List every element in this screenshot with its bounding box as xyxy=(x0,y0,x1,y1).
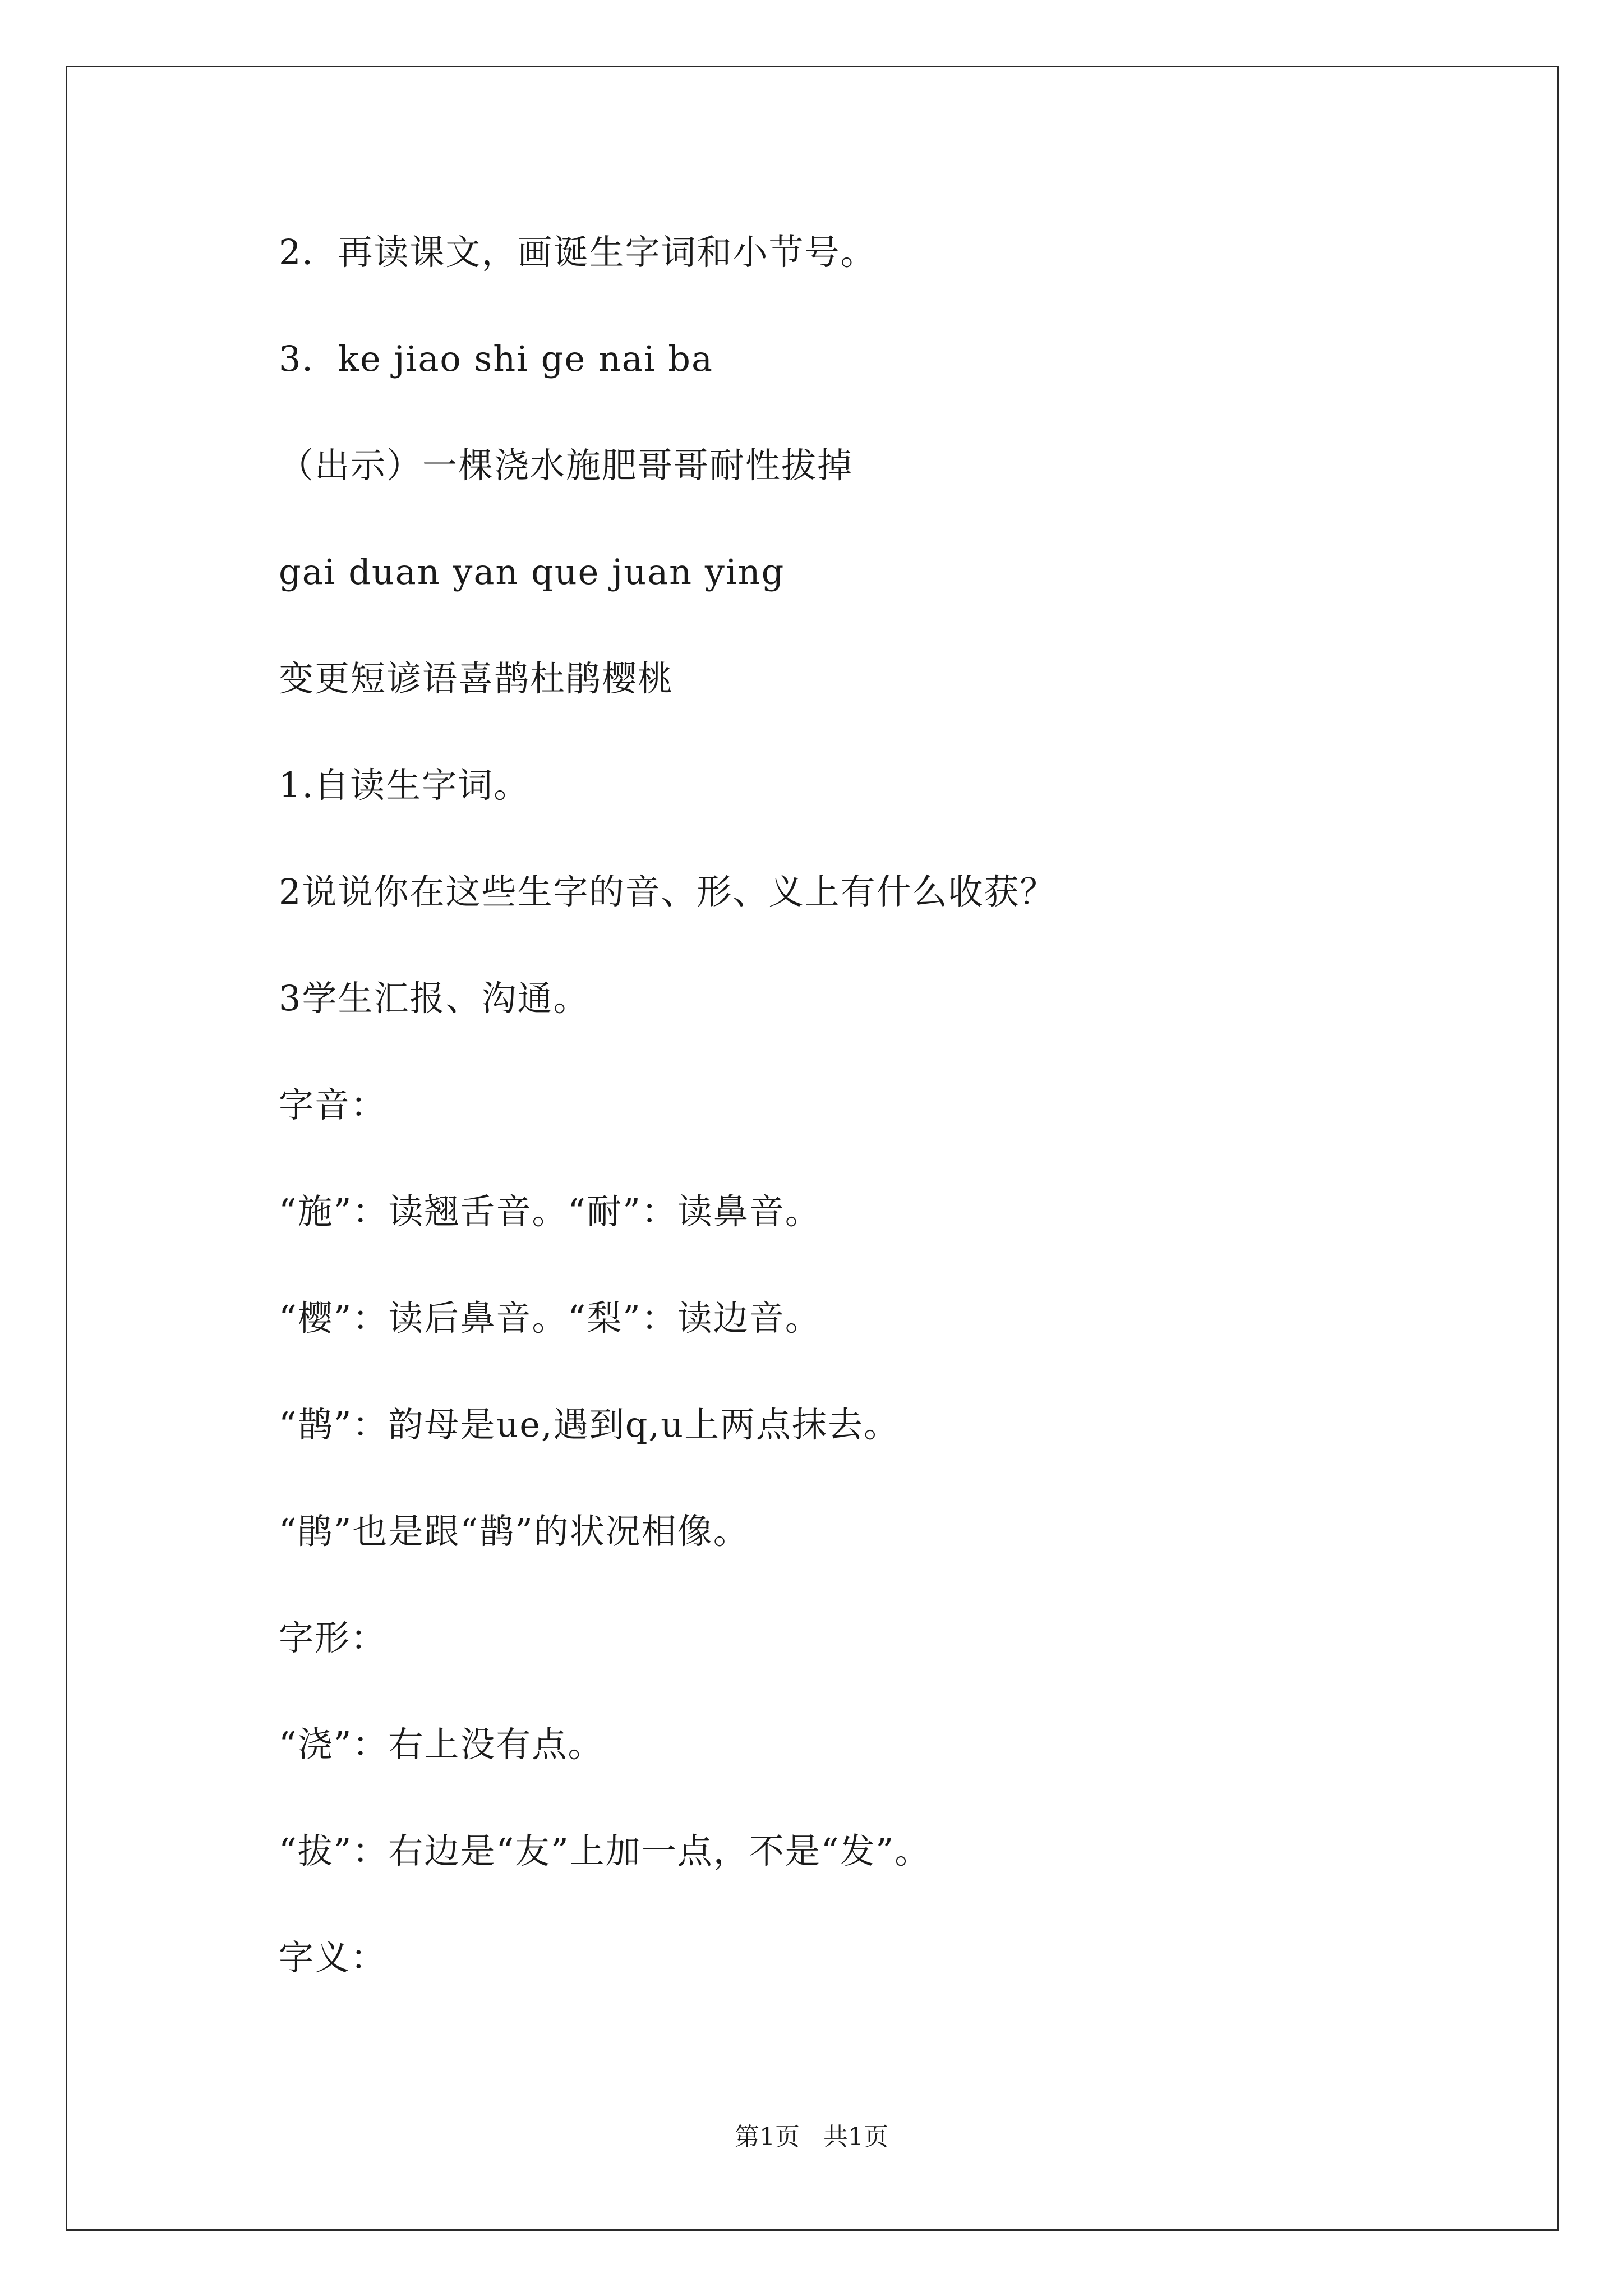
page-footer xyxy=(0,2120,1623,2154)
text-line: 3．ke jiao shi ge nai ba xyxy=(279,338,713,379)
text-line: “浇”：右上没有点。 xyxy=(279,1724,604,1765)
page-total: 共1页 xyxy=(823,2123,888,2151)
text-line: 变更短谚语喜鹊杜鹃樱桃 xyxy=(279,658,674,699)
text-line: 3学生汇报、沟通。 xyxy=(279,978,589,1019)
text-line: 1.自读生字词。 xyxy=(279,765,530,806)
text-line: gai duan yan que juan ying xyxy=(279,551,785,592)
text-line: 2说说你在这些生字的音、形、义上有什么收获？ xyxy=(279,871,1056,912)
section-heading: 字音： xyxy=(279,1084,387,1125)
text-line: （出示）一棵浇水施肥哥哥耐性拔掉 xyxy=(279,445,854,486)
text-line: “鹊”：韵母是ue,遇到q,u上两点抹去。 xyxy=(279,1404,900,1445)
page-number: 第1页 xyxy=(735,2123,800,2151)
text-line: “樱”：读后鼻音。“梨”：读边音。 xyxy=(279,1297,821,1338)
text-line: “施”：读翘舌音。“耐”：读鼻音。 xyxy=(279,1191,821,1232)
section-heading: 字形： xyxy=(279,1617,387,1658)
text-line: “鹃”也是跟“鹊”的状况相像。 xyxy=(279,1511,749,1552)
section-heading: 字义： xyxy=(279,1937,387,1978)
text-line: “拔”：右边是“友”上加一点，不是“发”。 xyxy=(279,1830,931,1871)
text-line: 2．再读课文，画诞生字词和小节号。 xyxy=(279,232,877,273)
document-body xyxy=(279,224,1484,2036)
